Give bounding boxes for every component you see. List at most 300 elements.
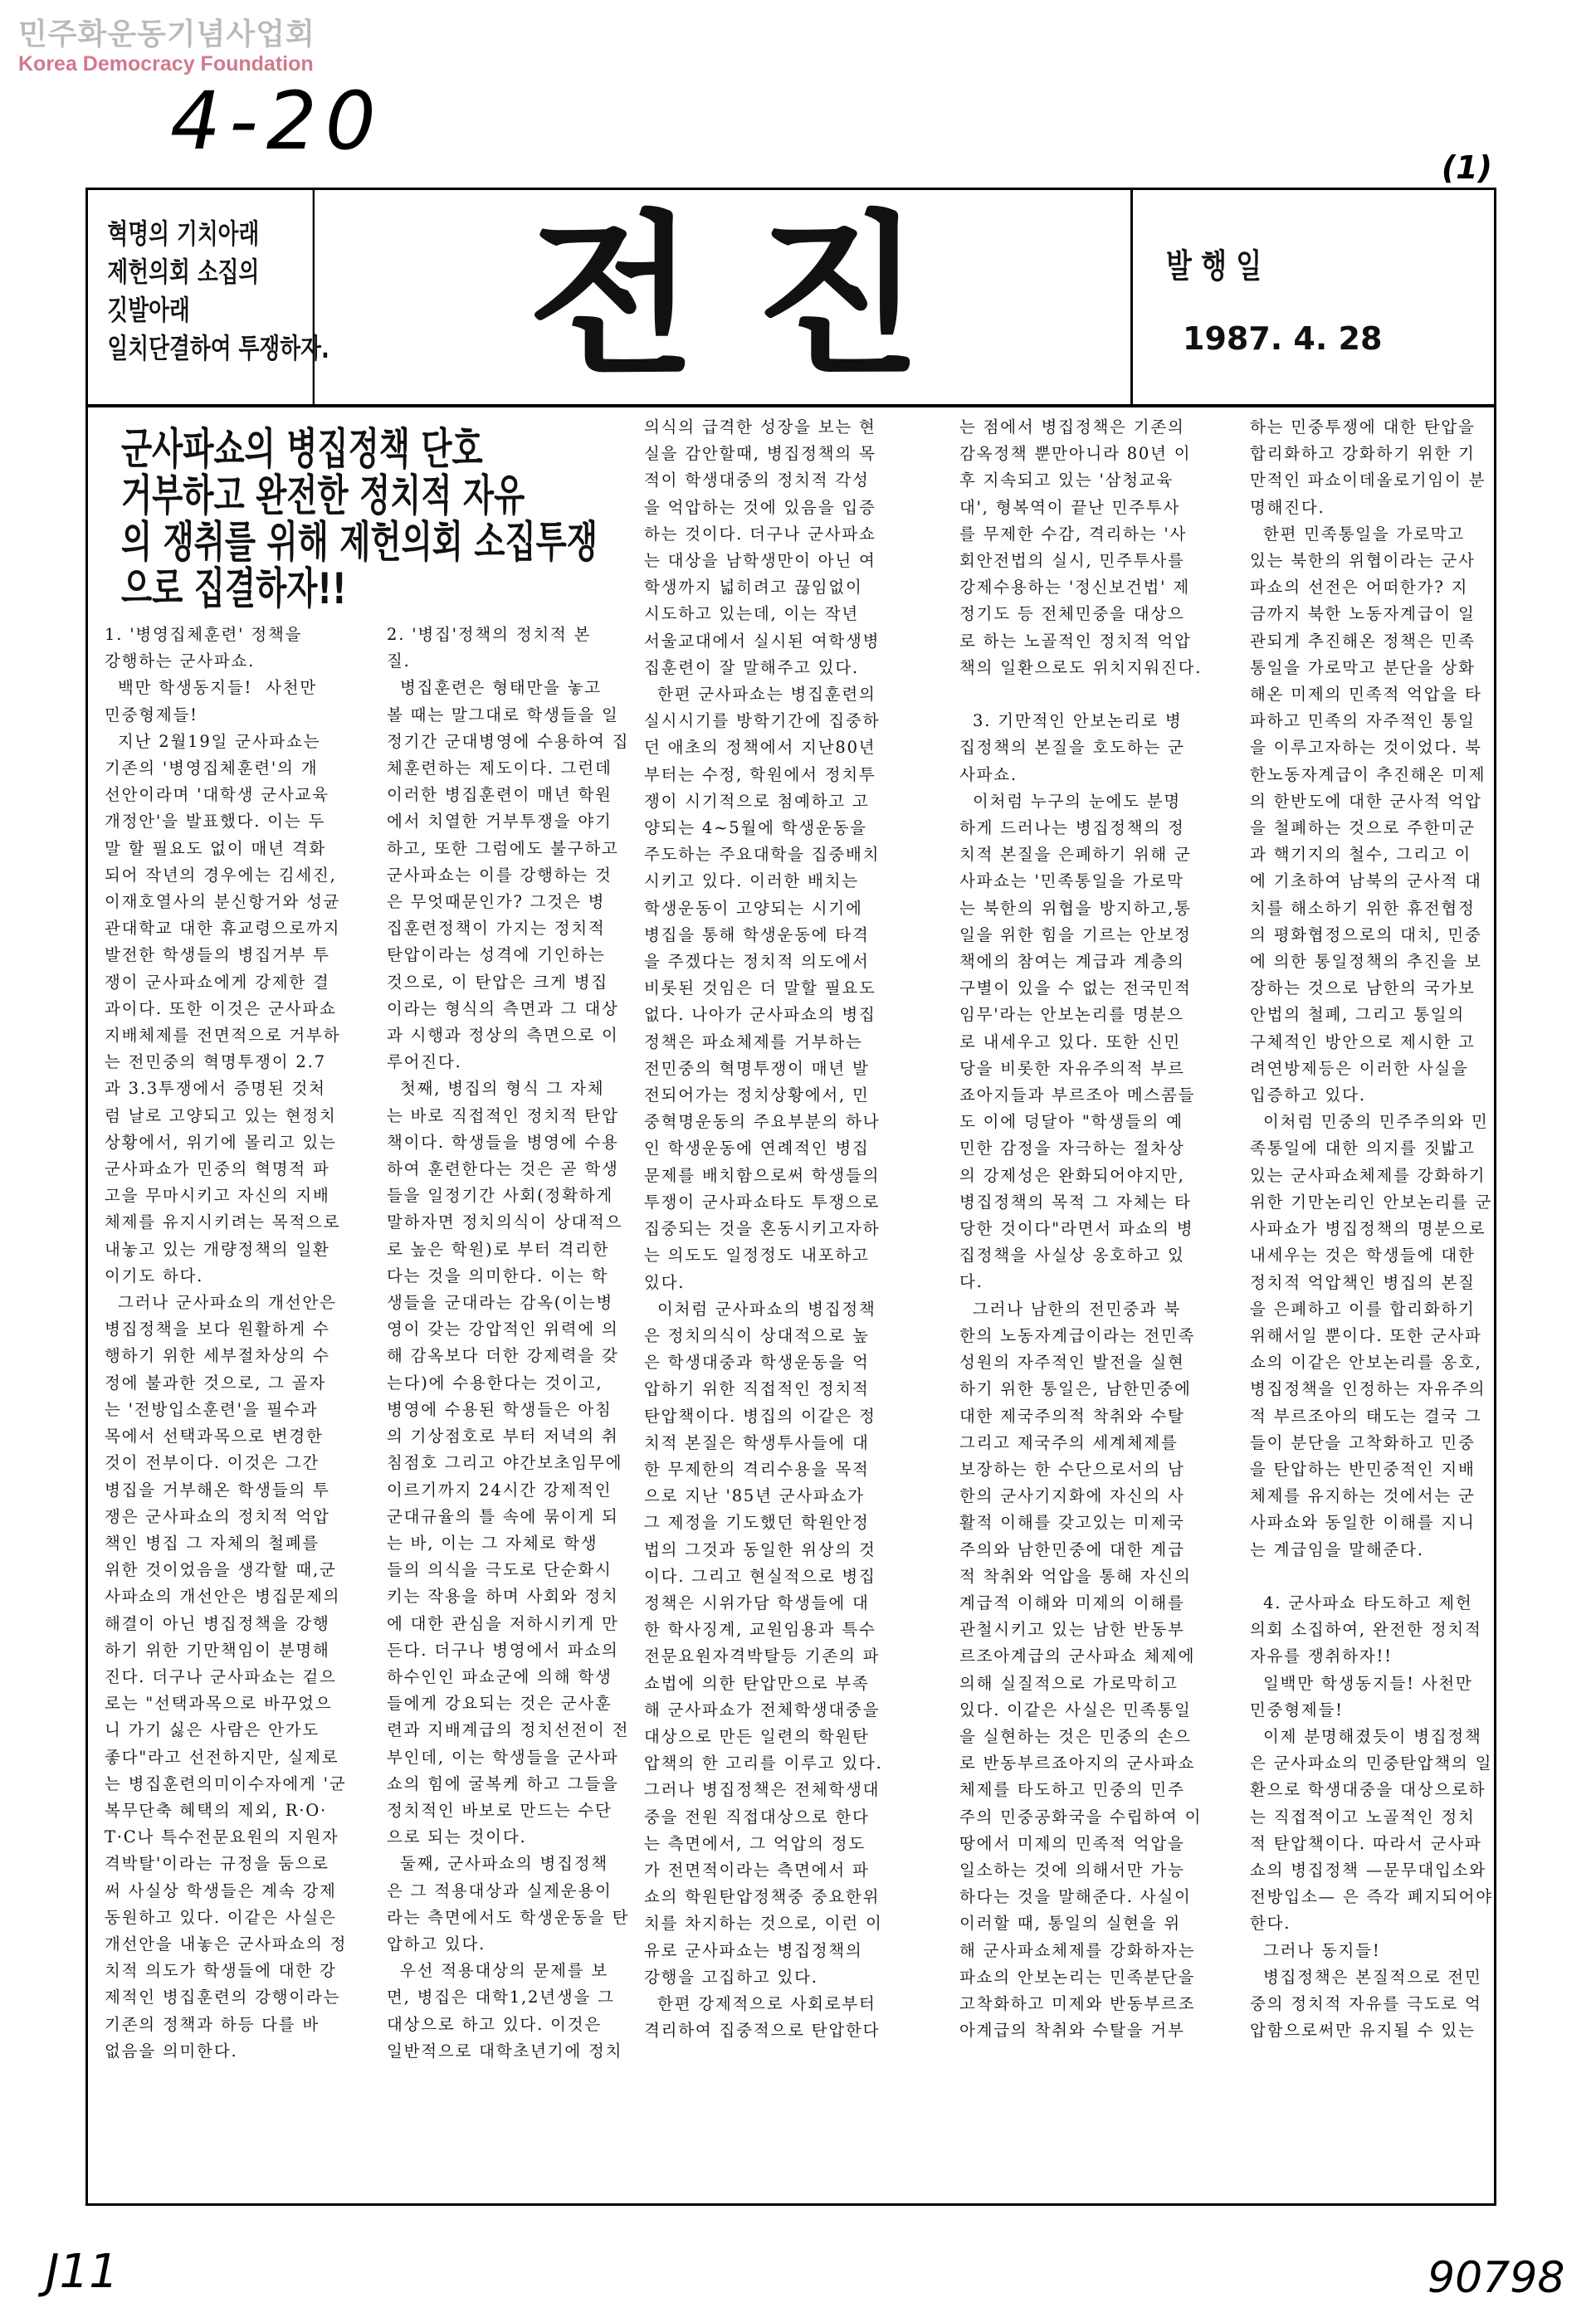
text-line: 것으로, 이 탄압은 크게 병집	[387, 972, 608, 992]
text-line: 은 정치의식이 상대적으로 높	[644, 1325, 870, 1345]
text-line: 기존의 정책과 하등 다를 바	[105, 2014, 320, 2034]
text-line: 로는 "선택과목으로 바꾸었으	[105, 1694, 333, 1714]
text-line: 것이 전부이다. 이것은 그간	[105, 1453, 320, 1473]
text-line: 하고, 또한 그럼에도 불구하고	[387, 838, 619, 858]
text-line: 체제를 타도하고 민중의 민주	[959, 1780, 1185, 1800]
text-line: 시키고 있다. 이러한 배치는	[644, 871, 860, 891]
text-line: 파쇼의 선전은 어떠한가? 지	[1250, 578, 1469, 598]
text-line: 환으로 학생대중을 대상으로하	[1250, 1780, 1486, 1800]
text-line: 군사파쇼가 민중의 혁명적 파	[105, 1159, 330, 1179]
text-line: 의해 실질적으로 가로막히고	[959, 1673, 1179, 1693]
text-line: 위한 것이었음을 생각할 때,군	[105, 1560, 337, 1580]
headline	[121, 427, 598, 612]
text-line: 는 '전방입소훈련'을 필수과	[105, 1399, 319, 1419]
text-line: 생들을 군대라는 감옥(이는병	[387, 1293, 614, 1313]
newspaper-title: 전진	[378, 190, 1133, 404]
text-line: 는 직접적이고 노골적인 정치	[1250, 1807, 1476, 1827]
text-line: 명해진다.	[1250, 497, 1325, 517]
text-line: 쟁이 시기적으로 첨예하고 고	[644, 791, 870, 811]
text-line: 일백만 학생동지들! 사천만	[1250, 1673, 1473, 1693]
text-line: 한다.	[1250, 1914, 1291, 1934]
text-line: 해 감옥보다 더한 강제력을 갖	[387, 1346, 619, 1366]
text-line: 압하고 있다.	[387, 1934, 486, 1954]
text-line: 관되게 추진해온 정책은 민족	[1250, 631, 1476, 651]
text-line: 학생까지 넓히려고 끊임없이	[644, 578, 863, 598]
text-line: 과 핵기지의 철수, 그리고 이	[1250, 845, 1472, 865]
text-line: 을 주겠다는 정치적 의도에서	[644, 952, 870, 972]
text-line: 구체적인 방안으로 제시한 고	[1250, 1032, 1476, 1051]
text-line: 를 무제한 수감, 격리하는 '사	[959, 524, 1188, 544]
text-line: 써 사실상 학생들은 계속 강제	[105, 1881, 337, 1900]
text-line: 인 학생운동에 연례적인 병집	[644, 1139, 870, 1159]
text-line: 2. '병집'정책의 정치적 본	[387, 625, 592, 644]
text-line: 해 군사파쇼체제를 강화하자는	[959, 1940, 1196, 1960]
text-line: 문제를 배치함으로써 학생들의	[644, 1165, 881, 1185]
text-line: 일을 위한 힘을 기르는 안보정	[959, 924, 1192, 944]
text-line: 시도하고 있는데, 이는 작년	[644, 604, 860, 624]
text-line: 집중되는 것을 혼동시키고자하	[644, 1219, 881, 1239]
text-line: 치적 본질을 은폐하기 위해 군	[959, 845, 1192, 865]
text-line: 일반적으로 대학초년기에 정치	[387, 2041, 623, 2061]
text-line: 정기간 군대병영에 수용하여 집	[387, 731, 630, 751]
text-line: 의식의 급격한 성장을 보는 현	[644, 417, 876, 437]
text-line: 개선안을 내놓은 군사파쇼의 정	[105, 1934, 348, 1954]
text-line: 은 무엇때문인가? 그것은 병	[387, 892, 606, 912]
text-line: 책의 일환으로도 위치지워진다.	[959, 657, 1203, 677]
text-line: 그러나 군사파쇼의 개선안은	[105, 1293, 337, 1313]
text-line: 관철시키고 있는 남한 반동부	[959, 1620, 1185, 1640]
text-line: 주도하는 주요대학을 집중배치	[644, 845, 881, 865]
text-line: 한의 군사기지화에 자신의 사	[959, 1486, 1185, 1506]
headline-line: 군사파쇼의 병집정책 단호	[121, 425, 483, 475]
text-line: 계급적 이해와 미제의 이해를	[959, 1593, 1185, 1612]
text-line: 는 바로 직접적인 정치적 탄압	[387, 1105, 619, 1125]
text-line: 치적 본질은 학생투사들에 대	[644, 1432, 870, 1452]
text-line: 체제를 유지하는 것에서는 군	[1250, 1486, 1476, 1506]
text-line: 로 높은 학원)로 부터 격리한	[387, 1239, 610, 1259]
text-line: 이처럼 누구의 눈에도 분명	[959, 791, 1181, 811]
text-line: 는 계급임을 말해준다.	[1250, 1539, 1424, 1559]
text-line: 전되어가는 정치상황에서, 민	[644, 1085, 870, 1105]
text-line: 은 그 적용대상과 실제운용이	[387, 1881, 613, 1900]
text-line: 이제 분명해졌듯이 병집정책	[1250, 1726, 1482, 1746]
text-line: 사파쇼와 동일한 이해를 지니	[1250, 1513, 1476, 1533]
article-column-2	[387, 622, 652, 2065]
text-line: 체훈련하는 제도이다. 그런데	[387, 759, 613, 778]
text-line: 땅에서 미제의 민족적 억압을	[959, 1833, 1185, 1853]
text-line: 동원하고 있다. 이같은 사실은	[105, 1907, 337, 1927]
text-line: 아계급의 착취와 수탈을 거부	[959, 2021, 1185, 2041]
text-line: 한 학사징계, 교원임용과 특수	[644, 1620, 876, 1640]
text-line: 정에 불과한 것으로, 그 골자	[105, 1373, 326, 1393]
text-line: 개정안'을 발표했다. 이는 두	[105, 812, 326, 832]
text-line: 기존의 '병영집체훈련'의 개	[105, 759, 319, 778]
text-line: 성원의 자주적인 발전을 실현	[959, 1353, 1185, 1373]
text-line: 구별이 있을 수 없는 전국민적	[959, 978, 1192, 998]
text-line: 을 억압하는 것에 있음을 입증	[644, 497, 876, 517]
slogan-line: 일치단결하여 투쟁하자.	[107, 332, 329, 364]
text-line: 탄압이라는 성격에 기인하는	[387, 945, 606, 965]
text-line: 죠아지들과 부르조아 메스콤들	[959, 1085, 1196, 1105]
text-line: 이처럼 군사파쇼의 병집정책	[644, 1299, 876, 1319]
text-line: 정치적인 바보로 만드는 수단	[387, 1800, 613, 1820]
watermark-logo	[18, 18, 315, 76]
text-line: 탄압책이다. 병집의 이같은 정	[644, 1406, 876, 1426]
watermark-korean: 민주화운동기념사업회	[18, 17, 315, 51]
text-line: 라는 측면에서도 학생운동을 탄	[387, 1907, 630, 1927]
text-line: 목에서 선택과목으로 변경한	[105, 1427, 324, 1446]
text-line: 족통일에 대한 의지를 짓밟고	[1250, 1139, 1476, 1159]
text-line: 련과 지배계급의 정치선전이 전	[387, 1720, 630, 1740]
text-line: 말하자면 정치의식이 상대적으	[387, 1212, 623, 1232]
text-line: T·C나 특수전문요원의 지원자	[105, 1827, 339, 1847]
text-line: 제적인 병집훈련의 강행이라는	[105, 1988, 341, 2007]
text-line: 사파쇼의 개선안은 병집문제의	[105, 1587, 341, 1607]
text-line: 장하는 것으로 남한의 국가보	[1250, 978, 1476, 998]
text-line: 위한 기만논리인 안보논리를 군	[1250, 1192, 1493, 1212]
text-line: 키는 작용을 하며 사회와 정치	[387, 1587, 619, 1607]
text-line: 적 부르조아의 태도는 결국 그	[1250, 1406, 1482, 1426]
text-line: 해 군사파쇼가 전체학생대중을	[644, 1700, 881, 1720]
text-line: 대', 형복역이 끝난 민주투사	[959, 497, 1181, 517]
text-line: 하기 위한 기만책임이 분명해	[105, 1640, 330, 1660]
text-line: 하는 민중투쟁에 대한 탄압을	[1250, 417, 1476, 437]
text-line: 병집정책을 보다 원활하게 수	[105, 1320, 330, 1339]
masthead-slogan	[88, 190, 329, 404]
text-line: 쇼의 병집정책 —문무대입소와	[1250, 1860, 1486, 1880]
text-line: 있다. 이같은 사실은 민족통일	[959, 1700, 1192, 1720]
text-line: 한편 군사파쇼는 병집훈련의	[644, 685, 876, 705]
text-line: 책에의 참여는 계급과 계층의	[959, 952, 1185, 972]
text-line: 복무단축 혜택의 제외, R·O·	[105, 1800, 327, 1820]
text-line: 는 점에서 병집정책은 기존의	[959, 417, 1185, 437]
text-line: 3. 기만적인 안보논리로 병	[959, 711, 1183, 731]
text-line: 쇼의 힘에 굴복케 하고 그들을	[387, 1773, 619, 1793]
text-line: 하여 훈련한다는 것은 곧 학생	[387, 1159, 619, 1179]
text-line: 다.	[959, 1272, 983, 1292]
text-line: 한편 민족통일을 가로막고	[1250, 524, 1466, 544]
text-line: 그러나 동지들!	[1250, 1940, 1381, 1960]
page-number: (1)	[1441, 149, 1492, 186]
text-line: 에서 치열한 거부투쟁을 야기	[387, 812, 613, 832]
text-line: 주의 민중공화국을 수립하여 이	[959, 1807, 1203, 1827]
text-line: 의 한반도에 대한 군사적 억압	[1250, 791, 1482, 811]
text-line: 해결이 아닌 병집정책을 강행	[105, 1613, 330, 1633]
text-line: 첫째, 병집의 형식 그 자체	[387, 1079, 605, 1099]
text-line: 의회 소집하여, 완전한 정치적	[1250, 1620, 1482, 1640]
text-line: 이러한 병집훈련이 매년 학원	[387, 785, 613, 805]
text-line: 활적 이해를 갖고있는 미제국	[959, 1513, 1185, 1533]
text-line: 은 군사파쇼의 민중탄압책의 일	[1250, 1754, 1493, 1773]
text-line: 중혁명운동의 주요부분의 하나	[644, 1112, 881, 1132]
text-line: 하기 위한 통일은, 남한민중에	[959, 1379, 1192, 1399]
text-line: 체제를 유지시키려는 목적으로	[105, 1212, 341, 1232]
text-line: 책인 병집 그 자체의 철폐를	[105, 1533, 320, 1553]
text-line: 민중형제들!	[1250, 1700, 1344, 1720]
text-line: 과 시행과 정상의 측면으로 이	[387, 1026, 619, 1046]
text-line: 한의 노동자계급이라는 전민족	[959, 1325, 1196, 1345]
text-line: 파쇼의 안보논리는 민족분단을	[959, 1967, 1196, 1987]
text-line: 적 탄압책이다. 따라서 군사파	[1250, 1833, 1482, 1853]
text-line: 회안전법의 실시, 민주투사를	[959, 551, 1185, 571]
text-line: 쟁이 군사파쇼에게 강제한 결	[105, 972, 330, 992]
text-line: 집훈련이 잘 말해주고 있다.	[644, 657, 860, 677]
text-line: 압함으로써만 유지될 수 있는	[1250, 2021, 1476, 2041]
text-line: 하수인인 파쇼군에 의해 학생	[387, 1666, 613, 1686]
text-line: 군사파쇼는 이를 강행하는 것	[387, 865, 613, 885]
text-line: 에 기초하여 남북의 군사적 대	[1250, 871, 1482, 891]
text-line: 침점호 그리고 야간보초임무에	[387, 1453, 623, 1473]
text-line: 내세우는 것은 학생들에 대한	[1250, 1246, 1476, 1266]
text-line: 들을 일정기간 사회(정확하게	[387, 1186, 614, 1206]
text-line: 의 강제성은 완화되어야지만,	[959, 1165, 1185, 1185]
text-line: 들에게 강요되는 것은 군사훈	[387, 1694, 613, 1714]
text-line: 임무'라는 안보논리를 명분으	[959, 1005, 1184, 1025]
text-line: 에 대한 관심을 저하시키게 만	[387, 1613, 619, 1633]
text-line: 이르기까지 24시간 강제적인	[387, 1480, 613, 1500]
text-line: 해온 미제의 민족적 억압을 타	[1250, 685, 1482, 705]
text-line: 는 측면에서, 그 억압의 정도	[644, 1833, 866, 1853]
handwritten-footer-left: J11	[46, 2245, 119, 2299]
text-line: 의 기상점호로 부터 저녁의 취	[387, 1427, 619, 1446]
text-line: 되어 작년의 경우에는 김세진,	[105, 865, 337, 885]
text-line: 이라는 형식의 측면과 그 대상	[387, 998, 619, 1018]
text-line: 중을 전원 직접대상으로 한다	[644, 1807, 870, 1827]
text-line: 선안이라며 '대학생 군사교육	[105, 785, 329, 805]
text-line: 는 의도도 일정정도 내포하고	[644, 1246, 870, 1266]
text-line: 부인데, 이는 학생들을 군사파	[387, 1747, 619, 1767]
text-line: 주의와 남한민중에 대한 계급	[959, 1539, 1185, 1559]
text-line: 니 가기 싫은 사람은 안가도	[105, 1720, 320, 1740]
headline-line: 으로 집결하자!!	[121, 564, 347, 614]
text-line: 로 반동부르죠아지의 군사파쇼	[959, 1754, 1196, 1773]
text-line: 이기도 하다.	[105, 1266, 204, 1285]
text-line: 을 은폐하고 이를 합리화하기	[1250, 1299, 1476, 1319]
text-line: 감옥정책 뿐만아니라 80년 이	[959, 444, 1192, 464]
text-line: 루어진다.	[387, 1052, 462, 1072]
handwritten-footer-right: 90798	[1428, 2253, 1565, 2303]
text-line: 병집훈련은 형태만을 놓고	[387, 678, 603, 698]
text-line: 는 바, 이는 그 자체로 학생	[387, 1533, 598, 1553]
text-line: 책이다. 학생들을 병영에 수용	[387, 1132, 619, 1152]
issue-date-label: 발행일	[1166, 247, 1271, 285]
text-line: 지배체제를 전면적으로 거부하	[105, 1026, 341, 1046]
text-line: 있는 군사파쇼체제를 강화하기	[1250, 1165, 1486, 1185]
text-line: 적이 학생대중의 정치적 각성	[644, 471, 870, 490]
text-line: 정치적 억압책인 병집의 본질	[1250, 1272, 1476, 1292]
text-line: 보장하는 한 수단으로서의 남	[959, 1459, 1185, 1479]
text-line: 이처럼 민중의 민주주의와 민	[1250, 1112, 1489, 1132]
text-line: 부터는 수정, 학원에서 정치투	[644, 764, 876, 784]
text-line: 볼 때는 말그대로 학생들을 일	[387, 705, 619, 724]
text-line: 통일을 가로막고 분단을 상화	[1250, 657, 1476, 677]
text-line: 치를 해소하기 위한 휴전협정	[1250, 898, 1476, 918]
slogan-line: 혁명의 기치아래	[107, 217, 260, 250]
text-line: 병집정책의 목적 그 자체는 타	[959, 1192, 1192, 1212]
headline-line: 의 쟁취를 위해 제헌의회 소집투쟁	[121, 518, 598, 568]
text-line: 백만 학생동지들! 사천만	[105, 678, 317, 698]
text-line: 집정책의 본질을 호도하는 군	[959, 738, 1185, 758]
slogan-line: 제헌의회 소집의	[107, 256, 260, 288]
text-line: 사파쇼는 '민족통일을 가로막	[959, 871, 1184, 891]
text-line: 양되는 4~5월에 학생운동을	[644, 818, 867, 838]
text-line: 영이 갖는 강압적인 위력에 의	[387, 1320, 619, 1339]
slogan-line: 깃발아래	[107, 294, 190, 326]
text-line: 없다. 나아가 군사파쇼의 병집	[644, 1005, 876, 1025]
text-line: 과이다. 또한 이것은 군사파쇼	[105, 998, 337, 1018]
headline-line: 거부하고 완전한 정치적 자유	[121, 471, 525, 521]
text-line: 비롯된 것임은 더 말할 필요도	[644, 978, 876, 998]
text-line: 쇼법에 의한 탄압만으로 부족	[644, 1673, 870, 1693]
text-line: 하다는 것을 말해준다. 사실이	[959, 1887, 1192, 1907]
text-line: 병영에 수용된 학생들은 아침	[387, 1399, 613, 1419]
text-line: 4. 군사파쇼 타도하고 제헌	[1250, 1593, 1473, 1612]
text-line: 한 무제한의 격리수용을 목적	[644, 1459, 870, 1479]
text-line: 들의 의식을 극도로 단순화시	[387, 1560, 613, 1580]
text-line: 위해서일 뿐이다. 또한 군사파	[1250, 1325, 1482, 1345]
text-line: 후 지속되고 있는 '삼청교육	[959, 471, 1174, 490]
text-line: 럼 날로 고양되고 있는 현정치	[105, 1105, 337, 1125]
text-line: 에 의한 통일정책의 추진을 보	[1250, 952, 1482, 972]
text-line: 이다. 그리고 현실적으로 병집	[644, 1566, 876, 1586]
text-line: 강제수용하는 '정신보건법' 제	[959, 578, 1190, 598]
text-line: 집정책을 사실상 옹호하고 있	[959, 1246, 1185, 1266]
text-line: 그 제정을 기도했던 학원안정	[644, 1513, 870, 1533]
text-line: 쟁은 군사파쇼의 정치적 억압	[105, 1506, 330, 1526]
text-line: 사파쇼.	[959, 764, 1018, 784]
text-line: 들이 분단을 고착화하고 민중	[1250, 1432, 1476, 1452]
text-line: 만적인 파쇼이데올로기임이 분	[1250, 471, 1486, 490]
text-line: 투쟁이 군사파쇼타도 투쟁으로	[644, 1192, 881, 1212]
issue-date: 1987. 4. 28	[1183, 320, 1383, 357]
text-line: 고을 무마시키고 자신의 지배	[105, 1186, 330, 1206]
text-line: 다는 것을 의미한다. 이는 학	[387, 1266, 608, 1285]
text-line: 병집을 통해 학생운동에 타격	[644, 924, 870, 944]
text-line: 금까지 북한 노동자계급이 일	[1250, 604, 1476, 624]
text-line: 그러나 병집정책은 전체학생대	[644, 1780, 881, 1800]
text-line: 정기도 등 전체민중을 대상으	[959, 604, 1185, 624]
text-line: 법의 그것과 동일한 위상의 것	[644, 1539, 876, 1559]
text-line: 정책은 파쇼체제를 거부하는	[644, 1032, 863, 1051]
issue-date-box	[1133, 190, 1494, 404]
text-line: 을 이루고자하는 것이었다. 북	[1250, 738, 1482, 758]
text-line: 는 전민중의 혁명투쟁이 2.7	[105, 1052, 326, 1072]
text-line: 상황에서, 위기에 몰리고 있는	[105, 1132, 337, 1152]
text-line: 1. '병영집체훈련' 정책을	[105, 625, 303, 644]
text-line: 있는 북한의 위협이라는 군사	[1250, 551, 1476, 571]
text-line: 군대규율의 틀 속에 묶이게 되	[387, 1506, 619, 1526]
article-column-4	[959, 414, 1250, 2044]
text-line: 병집정책을 인정하는 자유주의	[1250, 1379, 1486, 1399]
text-line: 전민중의 혁명투쟁이 매년 발	[644, 1058, 870, 1078]
text-line: 일소하는 것에 의해서만 가능	[959, 1860, 1185, 1880]
text-line: 있다.	[644, 1272, 686, 1292]
text-line: 정책은 시위가담 학생들에 대	[644, 1593, 870, 1612]
text-line: 이재호열사의 분신항거와 성균	[105, 892, 341, 912]
text-line: 쇼의 이같은 안보논리를 옹호,	[1250, 1353, 1482, 1373]
text-line: 합리화하고 강화하기 위한 기	[1250, 444, 1476, 464]
text-line: 강행하는 군사파쇼.	[105, 651, 256, 671]
text-line: 파하고 민족의 자주적인 통일	[1250, 711, 1476, 731]
text-line: 대상으로 하고 있다. 이것은	[387, 2014, 603, 2034]
text-line: 실시시기를 방학기간에 집중하	[644, 711, 881, 731]
text-line: 는다)에 수용한다는 것이고,	[387, 1373, 603, 1393]
text-line: 하게 드러나는 병집정책의 정	[959, 818, 1185, 838]
text-line: 둘째, 군사파쇼의 병집정책	[387, 1854, 608, 1874]
text-line: 중의 정치적 자유를 극도로 억	[1250, 1993, 1482, 2013]
text-line: 질.	[387, 651, 411, 671]
text-line: 쇼의 학원탄압정책중 중요한위	[644, 1887, 881, 1907]
text-line: 도 이에 덩달아 "학생들의 예	[959, 1112, 1184, 1132]
text-line: 격박탈'이라는 규정을 둠으로	[105, 1854, 329, 1874]
text-line: 행하기 위한 세부절차상의 수	[105, 1346, 330, 1366]
text-line: 입증하고 있다.	[1250, 1085, 1366, 1105]
text-line: 전방입소— 은 즉각 폐지되어야	[1250, 1887, 1493, 1907]
text-line: 으로 지난 '85년 군사파쇼가	[644, 1486, 865, 1506]
text-line: 치적 의도가 학생들에 대한 강	[105, 1961, 337, 1981]
text-line: 그러나 남한의 전민중과 북	[959, 1299, 1181, 1319]
text-line: 당을 비롯한 자유주의적 부르	[959, 1058, 1185, 1078]
text-line: 좋다"라고 선전하지만, 실제로	[105, 1747, 339, 1767]
text-line: 대상으로 만든 일련의 학원탄	[644, 1726, 870, 1746]
masthead	[88, 190, 1494, 407]
text-line: 진다. 더구나 군사파쇼는 겉으	[105, 1666, 337, 1686]
text-line: 을 철폐하는 것으로 주한미군	[1250, 818, 1476, 838]
text-line: 는 북한의 위협을 방지하고,통	[959, 898, 1192, 918]
text-line: 당한 것이다"라면서 파쇼의 병	[959, 1219, 1194, 1239]
text-line: 집훈련정책이 가지는 정치적	[387, 919, 606, 939]
newspaper-frame	[85, 188, 1496, 2206]
text-line: 의 평화협정으로의 대치, 민중	[1250, 924, 1482, 944]
text-line: 려연방제등은 이러한 사실을	[1250, 1058, 1469, 1078]
text-line: 로 내세우고 있다. 또한 신민	[959, 1032, 1181, 1051]
text-line: 을 실현하는 것은 민중의 손으	[959, 1726, 1192, 1746]
text-line: 대한 제국주의적 착취와 수탈	[959, 1406, 1185, 1426]
text-line: 은 학생대중과 학생운동을 억	[644, 1353, 870, 1373]
text-line: 격리하여 집중적으로 탄압한다	[644, 2021, 881, 2041]
text-line: 실을 감안할때, 병집정책의 목	[644, 444, 876, 464]
text-line: 압하기 위한 직접적인 정치적	[644, 1379, 870, 1399]
text-line: 관대학교 대한 휴교령으로까지	[105, 919, 341, 939]
text-line: 민중형제들!	[105, 705, 198, 724]
text-line: 을 탄압하는 반민중적인 지배	[1250, 1459, 1476, 1479]
watermark-english: Korea Democracy Foundation	[18, 52, 314, 76]
text-line: 자유를 쟁취하자!!	[1250, 1646, 1393, 1666]
text-line: 적 착취와 억압을 통해 자신의	[959, 1566, 1192, 1586]
text-line: 말 할 필요도 없이 매년 격화	[105, 838, 326, 858]
text-line: 그리고 제국주의 세계체제를	[959, 1432, 1179, 1452]
text-line: 르조아계급의 군사파쇼 체제에	[959, 1646, 1196, 1666]
text-line: 없음을 의미한다.	[105, 2041, 238, 2061]
text-line: 이러할 때, 통일의 실현을 위	[959, 1914, 1181, 1934]
text-line: 는 병집훈련의미이수자에게 '군	[105, 1773, 347, 1793]
text-line: 하는 것이다. 더구나 군사파쇼	[644, 524, 876, 544]
text-line: 던 애초의 정책에서 지난80년	[644, 738, 876, 758]
text-line	[959, 681, 1250, 708]
text-line: 사파쇼가 병집정책의 명분으로	[1250, 1219, 1486, 1239]
text-line	[1250, 1563, 1499, 1590]
article-column-5	[1250, 414, 1499, 2044]
text-line: 지난 2월19일 군사파쇼는	[105, 731, 321, 751]
text-line: 발전한 학생들의 병집거부 투	[105, 945, 330, 965]
text-line: 치를 차지하는 것으로, 이런 이	[644, 1914, 883, 1934]
text-line: 고착화하고 미제와 반동부르조	[959, 1993, 1196, 2013]
text-line: 내놓고 있는 개량정책의 일환	[105, 1239, 330, 1259]
article-column-1	[105, 622, 362, 2065]
text-line: 안법의 철폐, 그리고 통일의	[1250, 1005, 1466, 1025]
text-line: 든다. 더구나 병영에서 파쇼의	[387, 1640, 619, 1660]
article-column-3	[644, 414, 943, 2044]
